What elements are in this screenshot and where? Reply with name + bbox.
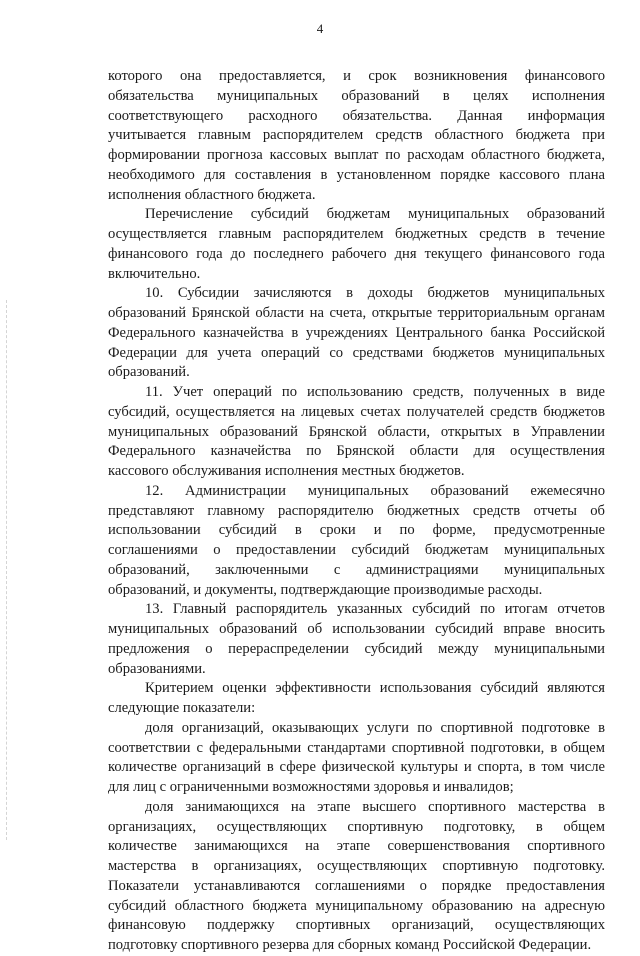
paragraph <box>108 383 605 482</box>
paragraph <box>108 284 605 383</box>
paragraph <box>108 205 605 284</box>
text-line: следующие показатели: <box>108 700 256 716</box>
text-line: для лиц с ограниченными возможностями здоровья и инвалидов; <box>108 779 514 795</box>
text-line: образований, заключенными с администрациями муниципальных <box>108 561 605 578</box>
text-line: образований, и документы, подтверждающие производимые расходы. <box>108 581 543 598</box>
text-line: исполнения областного бюджета. <box>108 186 316 203</box>
text-line: финансовую поддержку спортивных организаций, осуществляющих <box>108 917 605 934</box>
text-line: учитывается главным распорядителем средств областного бюджета при <box>108 127 605 144</box>
text-line: Критерием оценки эффективности использования субсидий являются <box>145 680 605 697</box>
text-line: доля организаций, оказывающих услуги по спортивной подготовке в <box>145 719 605 736</box>
text-line: соглашениями о предоставлении субсидий бюджетам муниципальных <box>108 542 605 558</box>
text-line: муниципальных образований об использовании субсидий вправе вносить <box>108 621 605 637</box>
text-line: 11. Учет операций по использованию средств, полученных в виде <box>145 384 605 400</box>
text-line: организациях, осуществляющих спортивную подготовку, в общем <box>108 818 605 835</box>
text-line: использовании субсидий в сроки и по форме, предусмотренные <box>108 522 605 539</box>
text-line: соответствующего расходного обязательства. Данная информация <box>108 107 605 124</box>
text-line: муниципальных образований Брянской области, открытых в Управлении <box>108 423 605 440</box>
text-line: количестве занимающихся на этапе совершенствования спортивного <box>108 838 605 855</box>
text-line: Показатели устанавливаются соглашениями о порядке предоставления <box>108 877 605 894</box>
text-line: Перечисление субсидий бюджетам муниципальных образований <box>145 206 605 223</box>
text-line: представляют главному распорядителю бюджетных средств отчеты об <box>108 502 605 519</box>
paragraph <box>108 798 605 956</box>
text-line: образований. <box>108 364 190 381</box>
document-body <box>108 67 605 956</box>
paragraph <box>108 600 605 679</box>
text-line: количестве организаций в сфере физической культуры и спорта, в том числе <box>108 759 605 776</box>
text-line: образований Брянской области на счета, открытые территориальным органам <box>108 305 605 321</box>
text-line: финансового года до последнего рабочего дня текущего финансового года <box>108 245 605 262</box>
text-line: подготовку спортивного резерва для сборных команд Российской Федерации. <box>108 937 592 953</box>
text-line: кассового обслуживания исполнения местных бюджетов. <box>108 463 465 479</box>
text-line: 13. Главный распорядитель указанных субсидий по итогам отчетов <box>145 601 605 618</box>
text-line: 10. Субсидии зачисляются в доходы бюджетов муниципальных <box>145 285 605 302</box>
paragraph <box>108 482 605 601</box>
page-number: 4 <box>316 21 324 36</box>
paragraph <box>108 719 605 798</box>
binding-margin-line <box>6 300 8 840</box>
text-line: Федерального казначейства по Брянской области для осуществления <box>108 443 605 460</box>
text-line: соответствии с федеральными стандартами спортивной подготовки, в общем <box>108 739 605 756</box>
text-line: осуществляется главным распорядителем бюджетных средств в течение <box>108 226 605 242</box>
text-line: необходимого для составления в установленном порядке кассового плана <box>108 166 605 183</box>
text-line: образованиями. <box>108 660 206 677</box>
text-line: субсидий, осуществляется на лицевых счетах получателей средств бюджетов <box>108 403 605 420</box>
text-line: доля занимающихся на этапе высшего спортивного мастерства в <box>145 798 605 815</box>
text-line: 12. Администрации муниципальных образований ежемесячно <box>145 482 605 499</box>
paragraph <box>108 67 605 205</box>
text-line: обязательства муниципальных образований в целях исполнения <box>108 87 605 104</box>
text-line: включительно. <box>108 265 201 282</box>
text-line: мастерства в организациях, осуществляющих спортивную подготовку. <box>108 858 605 874</box>
text-line: формировании прогноза кассовых выплат по расходам областного бюджета, <box>108 147 605 163</box>
text-line: субсидий областного бюджета муниципальному образованию на адресную <box>108 897 605 914</box>
paragraph <box>108 679 605 719</box>
text-line: предложения о перераспределении субсидий между муниципальными <box>108 640 605 657</box>
text-line: Федерации для учета операций со средствами бюджетов муниципальных <box>108 344 605 361</box>
text-line: которого она предоставляется, и срок возникновения финансового <box>108 68 605 84</box>
text-line: Федерального казначейства в учреждениях Центрального банка Российской <box>108 324 605 341</box>
